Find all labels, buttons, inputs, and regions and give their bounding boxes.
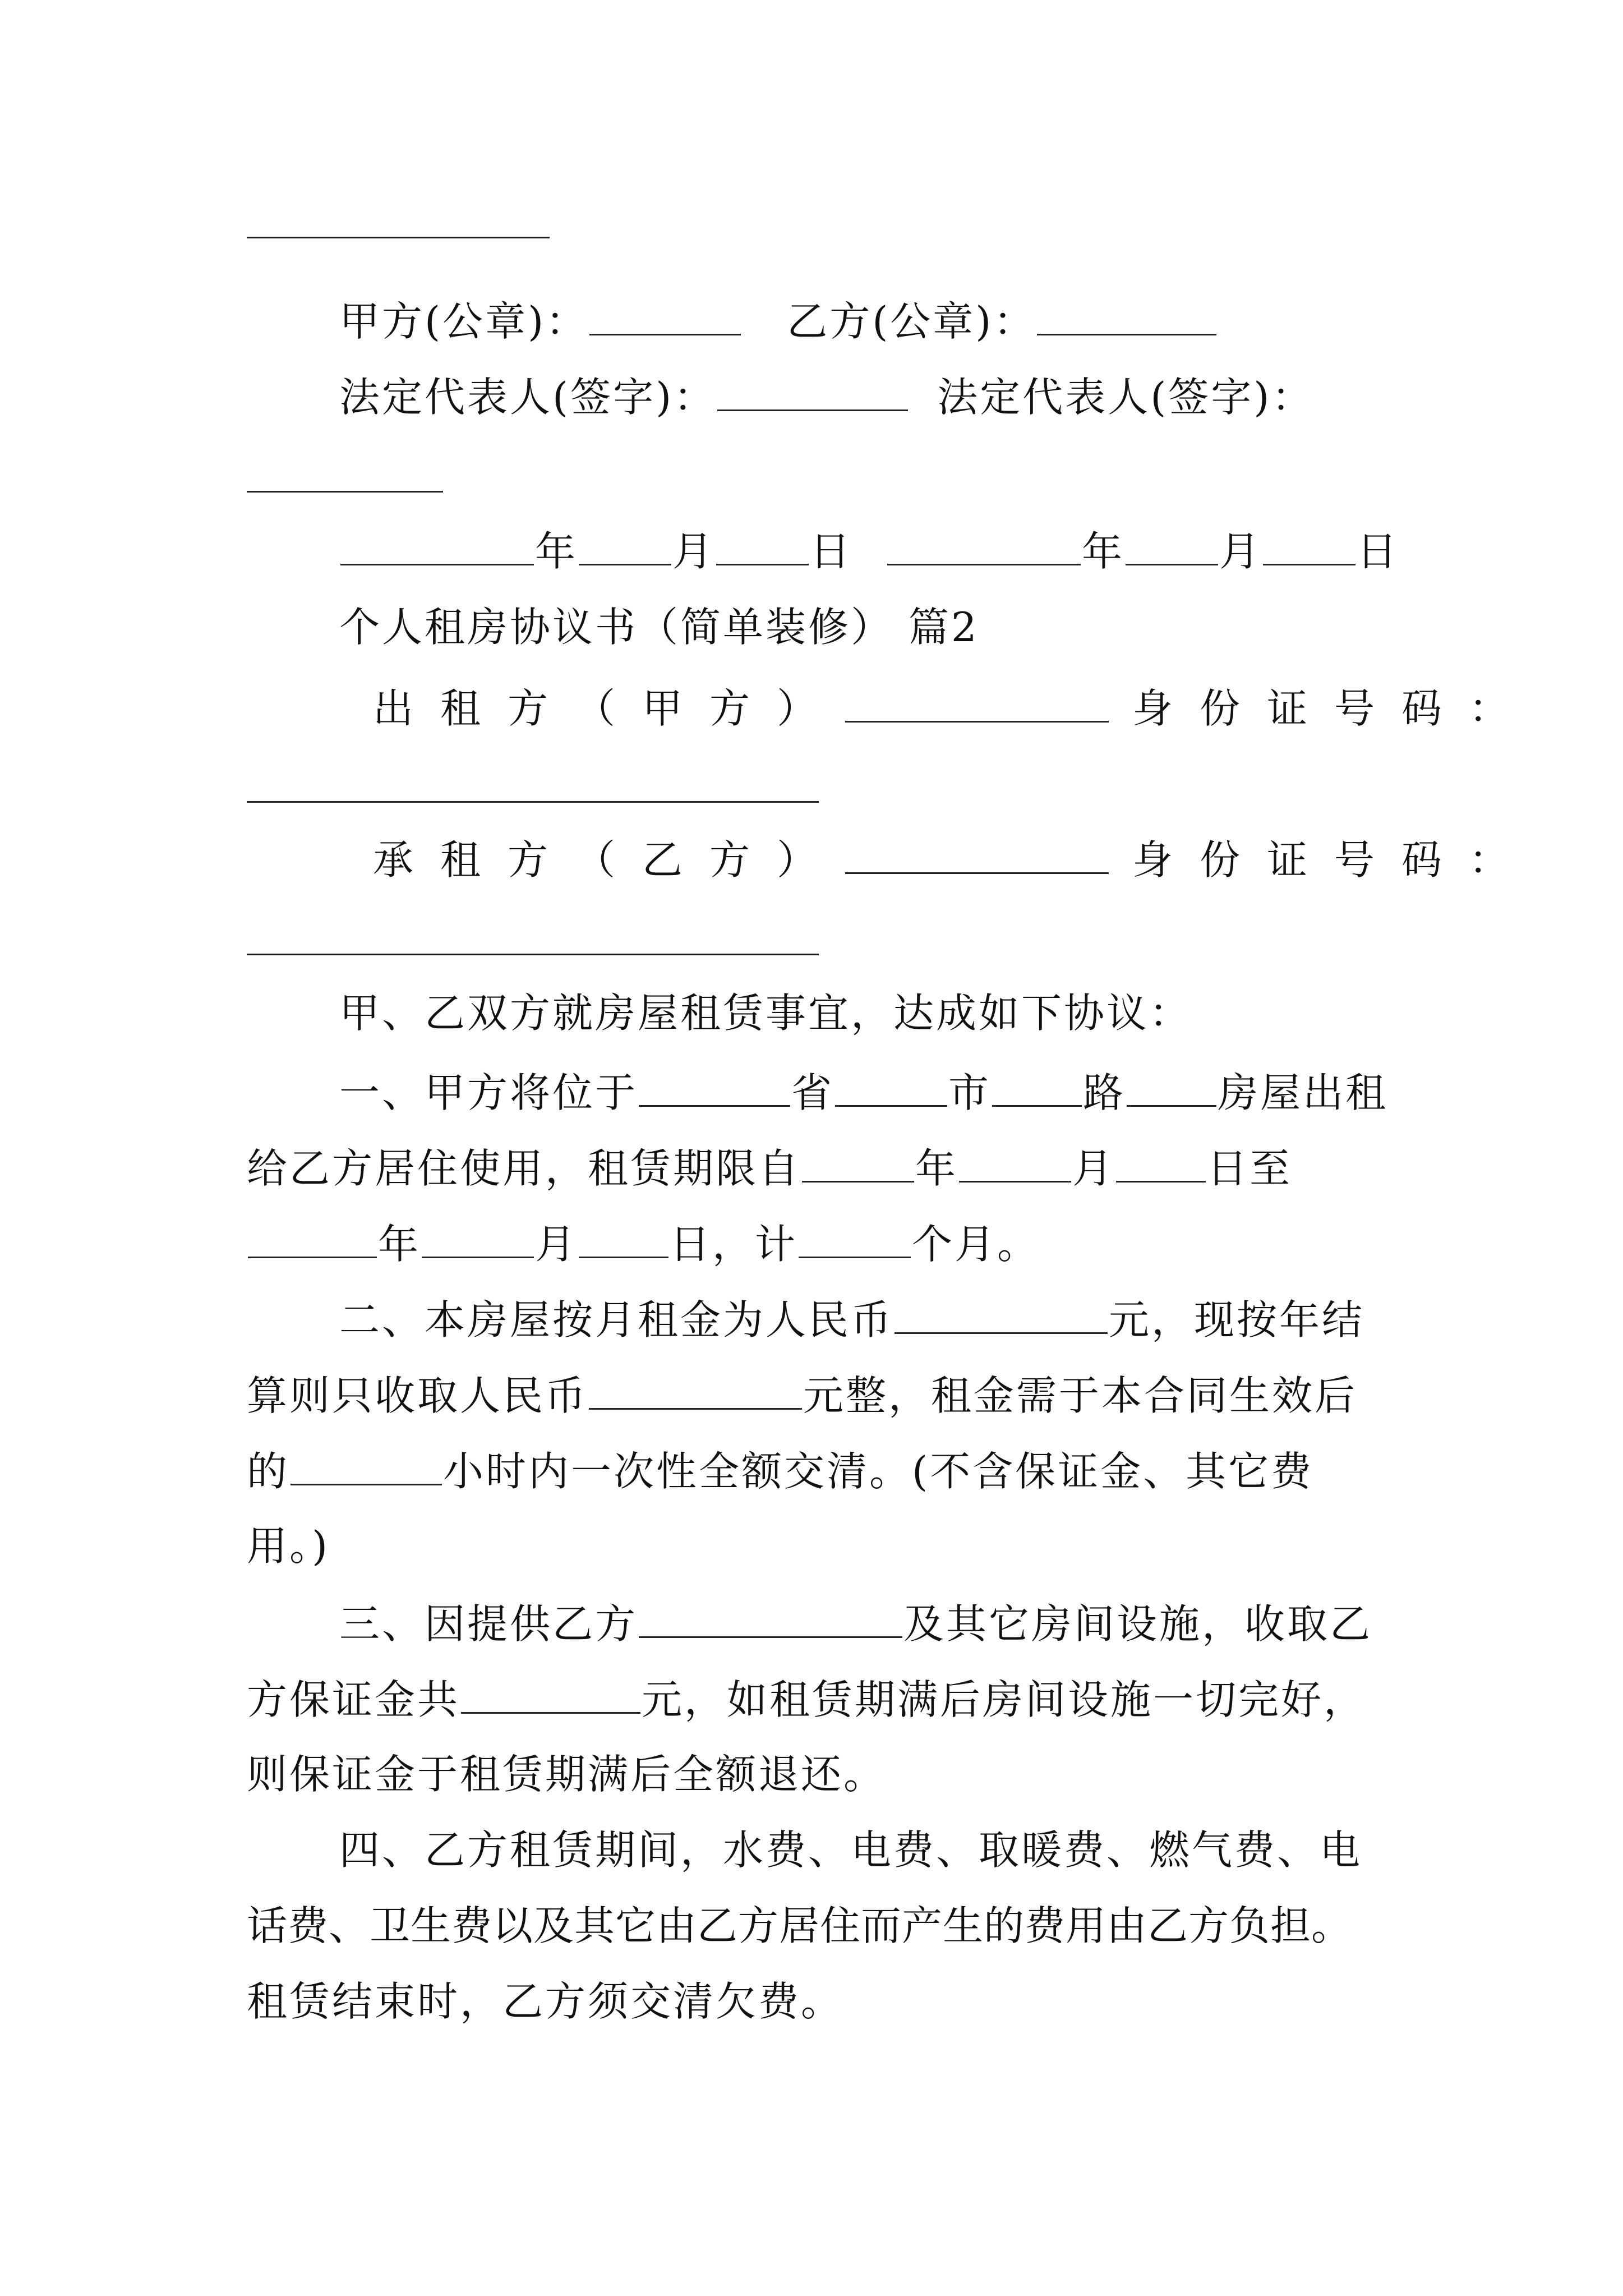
- end-year-label: 年: [378, 1221, 421, 1268]
- clause1-line1: [339, 1069, 1389, 1116]
- deposit-blank[interactable]: [461, 1678, 640, 1714]
- start-month-blank[interactable]: [959, 1147, 1071, 1182]
- end-day-blank[interactable]: [579, 1223, 668, 1258]
- section-title: 个人租房协议书（简单装修） 篇2: [339, 604, 979, 651]
- legal-rep-row: [339, 374, 1315, 421]
- clause4-line2: 话费、卫生费以及其它由乙方居住而产生的费用由乙方负担。: [247, 1902, 1353, 1949]
- clause2-line2: [247, 1372, 1358, 1419]
- yearly-rent-blank[interactable]: [589, 1374, 802, 1410]
- date-row: [339, 528, 1400, 575]
- clause2-line3: [247, 1448, 1314, 1495]
- clause3-text2-b: 元，如租赁期满后房间设施一切完好，: [642, 1676, 1367, 1723]
- lessor-name-blank[interactable]: [845, 687, 1109, 723]
- start-day-blank[interactable]: [1116, 1147, 1206, 1182]
- clause1-line2: [247, 1145, 1293, 1192]
- clause2-text-b: 元，现按年结: [1109, 1296, 1365, 1343]
- party-a-seal-label: 甲方(公章)：: [339, 298, 589, 345]
- clause2-line4: 用。): [247, 1522, 330, 1570]
- end-day-label: 日，计: [670, 1221, 798, 1268]
- lessor-label: 出租方（甲方）: [373, 685, 845, 732]
- end-month-blank[interactable]: [422, 1223, 534, 1258]
- lessee-id-label: 身份证号码：: [1132, 836, 1537, 884]
- clause3-line2: [247, 1676, 1367, 1723]
- house-blank[interactable]: [1127, 1071, 1216, 1107]
- end-year-blank[interactable]: [248, 1223, 377, 1258]
- party-b-seal-blank[interactable]: [1037, 300, 1216, 335]
- province-blank[interactable]: [639, 1071, 790, 1107]
- start-year-label: 年: [915, 1145, 958, 1192]
- month-a-blank[interactable]: [579, 530, 671, 565]
- clause4-line1: 四、乙方租赁期间，水费、电费、取暖费、燃气费、电: [339, 1826, 1363, 1874]
- legal-rep-a-blank[interactable]: [717, 376, 908, 411]
- hours-blank[interactable]: [291, 1450, 442, 1485]
- end-month-label: 月: [535, 1221, 578, 1268]
- party-b-seal-label: 乙方(公章)：: [787, 298, 1036, 345]
- legal-rep-a-label: 法定代表人(签字)：: [339, 374, 717, 421]
- lessee-row: [373, 836, 1537, 884]
- lessee-id-blank[interactable]: [247, 954, 819, 955]
- lessee-label: 承租方（乙方）: [373, 836, 845, 884]
- lessor-id-blank[interactable]: [247, 801, 819, 803]
- lessor-row: [373, 685, 1537, 732]
- clause2-text: 二、本房屋按月租金为人民币: [339, 1296, 894, 1343]
- clause2-line1: [339, 1296, 1365, 1343]
- year-b-label: 年: [1082, 528, 1125, 575]
- months-label: 个月。: [912, 1221, 1040, 1268]
- clause3-text: 三、因提供乙方: [339, 1600, 638, 1648]
- clause3-text-b: 及其它房间设施，收取乙: [903, 1600, 1373, 1648]
- clause2-text2-b: 元整，租金需于本合同生效后: [803, 1372, 1358, 1419]
- province-label: 省: [791, 1069, 834, 1116]
- clause3-line1: [339, 1600, 1373, 1648]
- legal-rep-b-label: 法定代表人(签字)：: [937, 374, 1315, 421]
- party-a-seal-blank[interactable]: [589, 300, 741, 335]
- lessor-id-label: 身份证号码：: [1132, 685, 1537, 732]
- year-a-blank[interactable]: [340, 530, 534, 565]
- road-blank[interactable]: [992, 1071, 1082, 1107]
- clause4-line3: 租赁结束时，乙方须交清欠费。: [247, 1978, 844, 2025]
- provided-items-blank[interactable]: [639, 1603, 902, 1638]
- clause2-text2: 算则只收取人民币: [247, 1372, 588, 1419]
- total-months-blank[interactable]: [799, 1223, 911, 1258]
- legal-rep-b-blank[interactable]: [247, 491, 443, 493]
- start-day-label: 日至: [1207, 1145, 1293, 1192]
- road-label: 路: [1083, 1069, 1126, 1116]
- month-b-blank[interactable]: [1126, 530, 1218, 565]
- seal-row: [339, 298, 1218, 345]
- clause2-text3: 的: [247, 1448, 290, 1495]
- day-b-label: 日: [1357, 528, 1400, 575]
- day-b-blank[interactable]: [1263, 530, 1355, 565]
- year-a-label: 年: [535, 528, 578, 575]
- clause3-text2: 方保证金共: [247, 1676, 460, 1723]
- house-label: 房屋出租: [1218, 1069, 1389, 1116]
- clause2-text3-b: 小时内一次性全额交清。(不含保证金、其它费: [443, 1448, 1314, 1495]
- month-a-label: 月: [672, 528, 716, 575]
- day-a-blank[interactable]: [716, 530, 809, 565]
- start-year-blank[interactable]: [802, 1147, 914, 1182]
- city-blank[interactable]: [835, 1071, 947, 1107]
- clause3-line3: 则保证金于租赁期满后全额退还。: [247, 1751, 887, 1798]
- day-a-label: 日: [810, 528, 853, 575]
- intro-paragraph: 甲、乙双方就房屋租赁事宜，达成如下协议：: [339, 990, 1192, 1037]
- clause1-text: 一、甲方将位于: [339, 1069, 638, 1116]
- lessee-name-blank[interactable]: [845, 839, 1109, 874]
- monthly-rent-blank[interactable]: [895, 1299, 1108, 1334]
- top-rule: [247, 237, 550, 238]
- clause1-line3: [247, 1221, 1040, 1268]
- month-b-label: 月: [1219, 528, 1262, 575]
- start-month-label: 月: [1072, 1145, 1115, 1192]
- city-label: 市: [948, 1069, 992, 1116]
- year-b-blank[interactable]: [887, 530, 1081, 565]
- clause1-text2: 给乙方居住使用，租赁期限自: [247, 1145, 801, 1192]
